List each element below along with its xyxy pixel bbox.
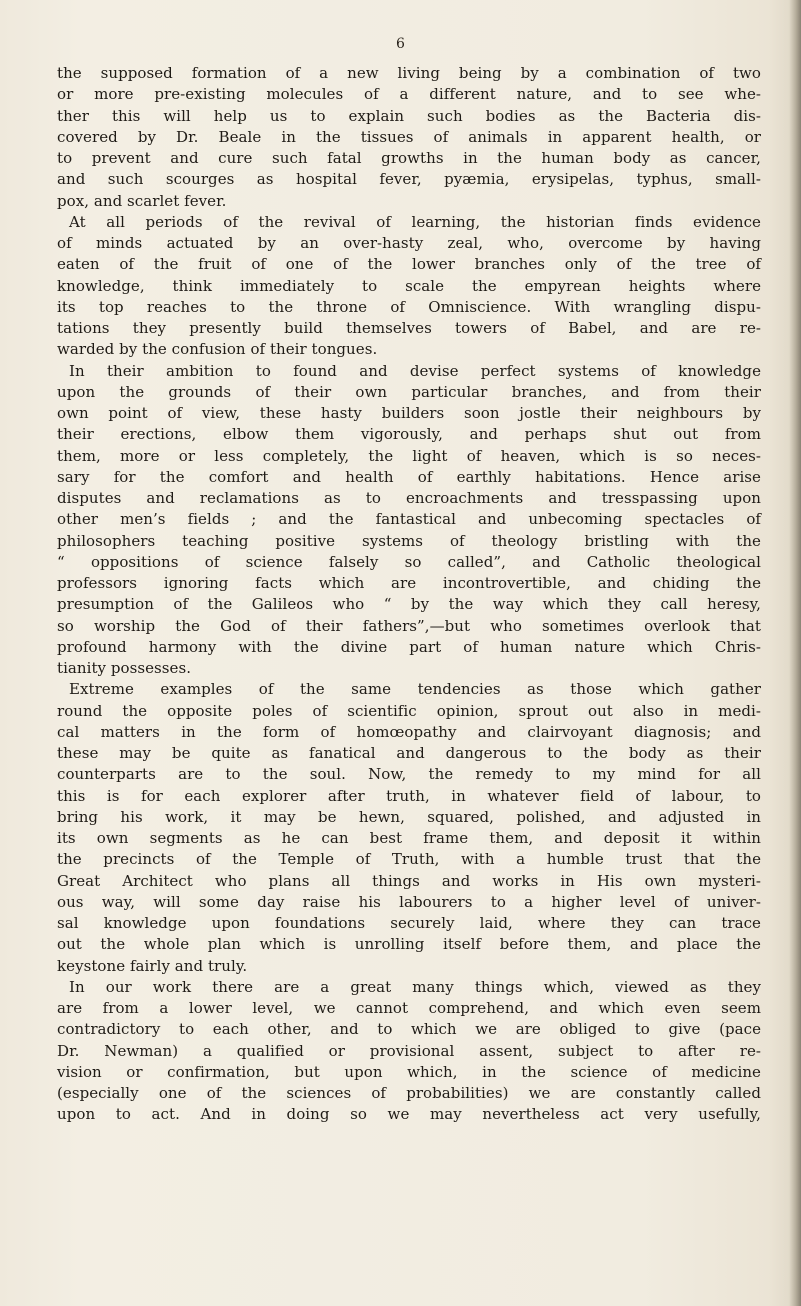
text-line: Extreme examples of the same tendencies as those which gather <box>69 680 761 699</box>
text-line: sary for the comfort and health of earthly habitations. Hence arise <box>57 467 761 486</box>
text-line: keystone fairly and truly. <box>57 956 248 975</box>
text-line: At all periods of the revival of learning, the historian finds evidence <box>69 212 761 231</box>
text-line: and such scourges as hospital fever, pyæmia, erysipelas, typhus, small- <box>57 170 761 189</box>
text-line: philosophers teaching positive systems of theology bristling with the <box>57 531 761 550</box>
text-line: contradictory to each other, and to which we are obliged to give (pace <box>57 1020 761 1039</box>
text-line: counterparts are to the soul. Now, the remedy to my mind for all <box>57 765 761 784</box>
text-line: profound harmony with the divine part of human nature which Chris- <box>57 637 761 656</box>
text-line: “ oppositions of science falsely so called”, and Catholic theological <box>57 552 761 571</box>
text-line: of minds actuated by an over-hasty zeal, who, overcome by having <box>57 234 761 252</box>
text-line: round the opposite poles of scientific opinion, sprout out also in medi- <box>57 701 761 720</box>
text-line: upon the grounds of their own particular branches, and from their <box>57 382 761 401</box>
text-line: ther this will help us to explain such bodies as the Bacteria dis- <box>57 106 761 125</box>
text-line: warded by the confusion of their tongues. <box>57 340 378 359</box>
text-line: or more pre-existing molecules of a different nature, and to see whe- <box>57 85 761 104</box>
text-line: upon to act. And in doing so we may nevertheless act very usefully, <box>57 1105 761 1124</box>
text-line: its top reaches to the throne of Omniscience. With wrangling dispu- <box>57 297 761 316</box>
text-line: the precincts of the Temple of Truth, with a humble trust that the <box>57 850 761 869</box>
text-line: cal matters in the form of homœopathy and clairvoyant diagnosis; and <box>57 722 761 741</box>
text-line: ous way, will some day raise his labourers to a higher level of univer- <box>57 892 761 911</box>
text-line: In our work there are a great many things which, viewed as they <box>69 977 761 996</box>
text-line: eaten of the fruit of one of the lower branches only of the tree of <box>57 255 761 274</box>
text-line: the supposed formation of a new living being by a combination of two <box>57 64 761 82</box>
text-line: them, more or less completely, the light of heaven, which is so neces- <box>57 446 761 465</box>
text-line: covered by Dr. Beale in the tissues of animals in apparent health, or <box>57 127 761 146</box>
text-line: this is for each explorer after truth, in whatever field of labour, to <box>57 786 761 805</box>
text-line: are from a lower level, we cannot comprehend, and which even seem <box>57 999 761 1017</box>
text-line: (especially one of the sciences of probabilities) we are constantly called <box>57 1084 761 1102</box>
text-line: its own segments as he can best frame them, and deposit it within <box>57 829 761 847</box>
text-line: their erections, elbow them vigorously, and perhaps shut out from <box>57 425 761 444</box>
text-line: other men’s fields ; and the fantastical and unbecoming spectacles of <box>57 510 761 529</box>
text-line: tations they presently build themselves towers of Babel, and are re- <box>57 319 761 337</box>
text-line: presumption of the Galileos who “ by the way which they call heresy, <box>57 595 761 614</box>
text-line: tianity possesses. <box>57 659 192 677</box>
page-number: 6 <box>396 36 405 52</box>
text-line: professors ignoring facts which are incontrovertible, and chiding the <box>57 574 761 592</box>
text-line: these may be quite as fanatical and dangerous to the body as their <box>57 744 761 762</box>
text-line: vision or confirmation, but upon which, in the science of medicine <box>57 1062 761 1081</box>
text-line: pox, and scarlet fever. <box>57 191 227 210</box>
text-line: bring his work, it may be hewn, squared, polished, and adjusted in <box>57 807 761 826</box>
text-line: Great Architect who plans all things and works in His own mysteri- <box>57 871 761 890</box>
page-edge-shadow <box>789 0 801 1306</box>
text-line: knowledge, think immediately to scale the empyrean heights where <box>57 276 761 295</box>
text-line: sal knowledge upon foundations securely laid, where they can trace <box>57 914 761 932</box>
body-text <box>57 63 761 1126</box>
text-line: In their ambition to found and devise perfect systems of knowledge <box>69 361 761 380</box>
text-line: own point of view, these hasty builders soon jostle their neighbours by <box>57 404 761 422</box>
text-line: to prevent and cure such fatal growths in the human body as cancer, <box>57 149 761 167</box>
text-line: out the whole plan which is unrolling itself before them, and place the <box>57 935 761 954</box>
text-line: so worship the God of their fathers”,—but who sometimes overlook that <box>57 616 761 635</box>
text-line: disputes and reclamations as to encroachments and tresspassing upon <box>57 489 761 507</box>
text-line: Dr. Newman) a qualified or provisional assent, subject to after re- <box>57 1041 761 1060</box>
